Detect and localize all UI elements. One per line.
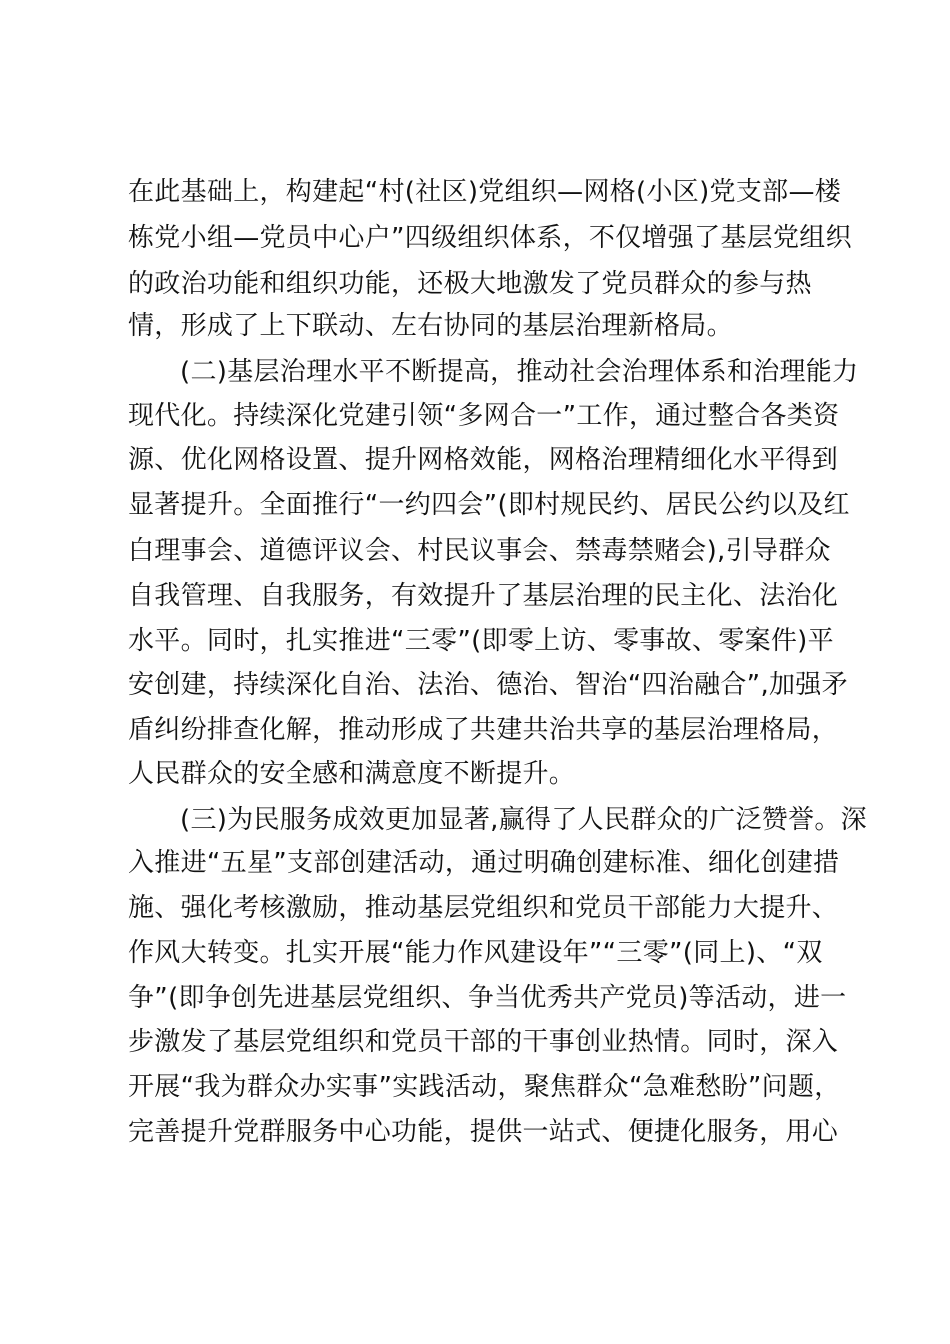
text-line: 人民群众的安全感和满意度不断提升。 [128,759,576,789]
text-line: 在此基础上，构建起“村(社区)党组织—网格(小区)党支部—楼 [128,177,842,207]
text-line: 水平。同时，扎实推进“三零”(即零上访、零事故、零案件)平 [128,626,834,656]
text-line: 开展“我为群众办实事”实践活动，聚焦群众“急难愁盼”问题， [128,1072,841,1102]
paragraph-heading-3: (三)为民服务成效更加显著,赢得了人民群众的广泛赞誉。深 [180,805,867,835]
text-line: 显著提升。全面推行“一约四会”(即村规民约、居民公约以及红 [128,490,850,520]
text-line: 白理事会、道德评议会、村民议事会、禁毒禁赌会),引导群众 [128,536,831,566]
text-line: 盾纠纷排查化解，推动形成了共建共治共享的基层治理格局， [128,715,839,745]
text-line: 的政治功能和组织功能，还极大地激发了党员群众的参与热 [128,269,812,299]
text-line: 步激发了基层党组织和党员干部的干事创业热情。同时，深入 [128,1027,839,1057]
text-line: 入推进“五星”支部创建活动，通过明确创建标准、细化创建措 [128,848,840,878]
text-line: 栋党小组—党员中心户”四级组织体系，不仅增强了基层党组织 [128,223,852,253]
text-line: 自我管理、自我服务，有效提升了基层治理的民主化、法治化 [128,581,839,611]
paragraph-heading-2: (二)基层治理水平不断提高，推动社会治理体系和治理能力 [180,357,859,387]
text-line: 现代化。持续深化党建引领“多网合一”工作，通过整合各类资 [128,401,840,431]
text-line: 作风大转变。扎实开展“能力作风建设年”“三零”(同上)、“双 [128,938,823,968]
text-line: 源、优化网格设置、提升网格效能，网格治理精细化水平得到 [128,445,839,475]
text-line: 安创建，持续深化自治、法治、德治、智治“四治融合”,加强矛 [128,670,848,700]
text-line: 情，形成了上下联动、左右协同的基层治理新格局。 [128,311,733,341]
text-line: 完善提升党群服务中心功能，提供一站式、便捷化服务，用心 [128,1117,839,1147]
text-line: 施、强化考核激励，推动基层党组织和党员干部能力大提升、 [128,893,839,923]
text-line: 争”(即争创先进基层党组织、争当优秀共产党员)等活动，进一 [128,983,847,1013]
